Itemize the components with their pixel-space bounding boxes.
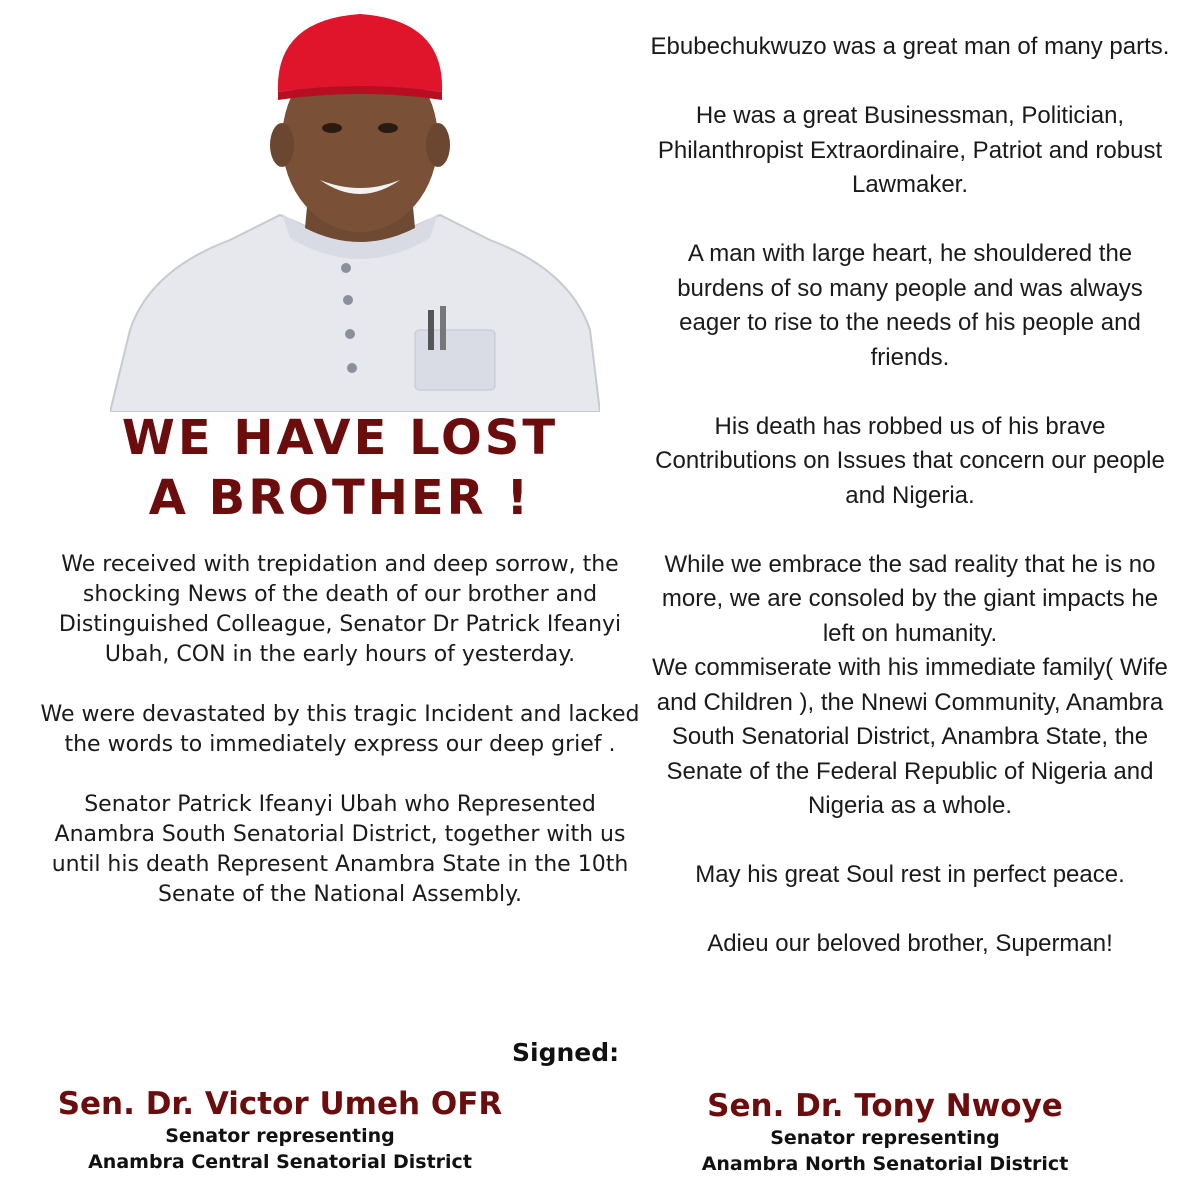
left-paragraph: Senator Patrick Ifeanyi Ubah who Represented Anambra South Senatorial District, together with us until his death Represent Anambra State in the 10th Senate of the National Assembly. — [51, 792, 629, 907]
signed-label: Signed: — [512, 1038, 620, 1067]
right-paragraph: May his great Soul rest in perfect peace. — [695, 861, 1125, 888]
left-paragraph: We received with trepidation and deep sorrow, the shocking News of the death of our brother and Distinguished Colleague, Senator Dr Patrick Ifeanyi Ubah, CON in the early hours of yesterday. — [58, 552, 622, 667]
right-column-text — [650, 30, 1170, 996]
left-column-text — [40, 550, 640, 940]
right-paragraph: A man with large heart, he shouldered the burdens of so many people and was always eager to rise to the needs of his people and friends. — [677, 240, 1143, 371]
signatory-1 — [40, 1085, 520, 1175]
right-paragraph: Adieu our beloved brother, Superman! — [707, 930, 1113, 957]
signatory-district: Anambra Central Senatorial District — [88, 1151, 472, 1173]
right-paragraph: We commiserate with his immediate family( Wife and Children ), the Nnewi Community, Anambra South Senatorial District, Anambra State, the Senate of the Federal Republic of Nigeria and Nigeria as a whole. — [652, 654, 1168, 819]
right-paragraph: While we embrace the sad reality that he is no more, we are consoled by the giant impacts he left on humanity. — [661, 550, 1159, 647]
signatory-2 — [650, 1087, 1120, 1177]
right-paragraph: He was a great Businessman, Politician, Philanthropist Extraordinaire, Patriot and robust Lawmaker. — [657, 102, 1163, 198]
left-paragraph: We were devastated by this tragic Incident and lacked the words to immediately express our deep grief . — [40, 702, 640, 757]
right-paragraph: Ebubechukwuzo was a great man of many parts. — [650, 33, 1170, 60]
signatory-name: Sen. Dr. Victor Umeh OFR — [57, 1086, 503, 1122]
signatory-role: Senator representing — [770, 1127, 1000, 1149]
right-paragraph: His death has robbed us of his brave Contributions on Issues that concern our people and Nigeria. — [655, 412, 1165, 509]
signatory-district: Anambra North Senatorial District — [701, 1153, 1069, 1175]
headline-line-1: WE HAVE LOST — [121, 410, 559, 466]
signatory-name: Sen. Dr. Tony Nwoye — [707, 1088, 1063, 1124]
headline-line-2: A BROTHER ! — [148, 470, 532, 526]
portrait-photo — [110, 0, 600, 412]
signatory-role: Senator representing — [165, 1125, 395, 1147]
